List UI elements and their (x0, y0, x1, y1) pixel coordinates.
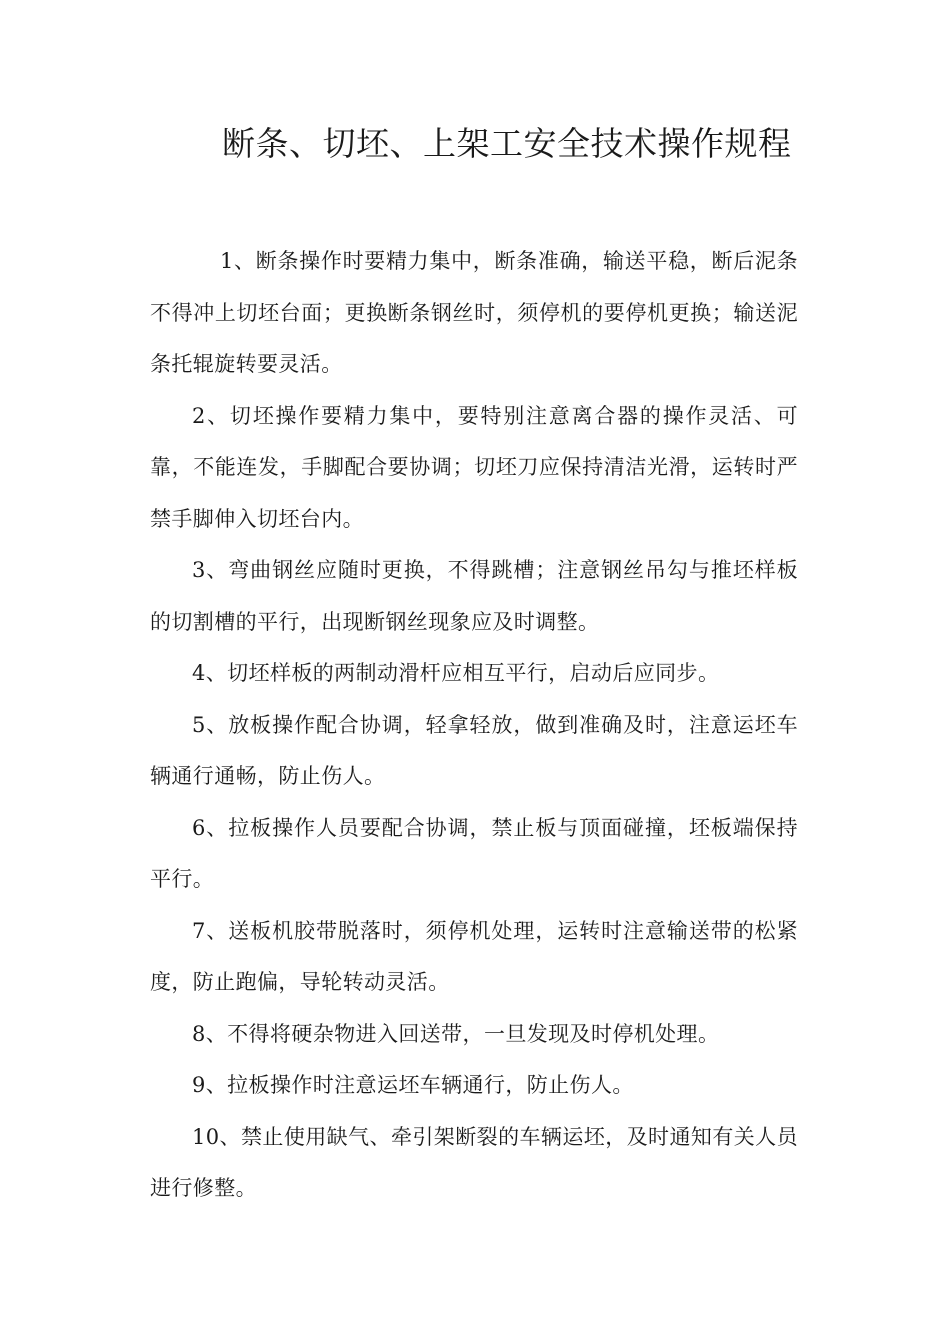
document-body (150, 236, 798, 1215)
rule-paragraph-3: 3、弯曲钢丝应随时更换，不得跳槽；注意钢丝吊勾与推坯样板的切割槽的平行，出现断钢丝现象应及时调整。 (150, 558, 798, 634)
rule-paragraph-7: 7、送板机胶带脱落时，须停机处理，运转时注意输送带的松紧度，防止跑偏，导轮转动灵活。 (150, 918, 798, 994)
rule-paragraph-10: 10、禁止使用缺气、牵引架断裂的车辆运坯，及时通知有关人员进行修整。 (150, 1124, 798, 1200)
rule-paragraph-5: 5、放板操作配合协调，轻拿轻放，做到准确及时，注意运坯车辆通行通畅，防止伤人。 (150, 712, 798, 788)
rule-paragraph-4: 4、切坯样板的两制动滑杆应相互平行，启动后应同步。 (192, 661, 720, 685)
document-title: 断条、切坯、上架工安全技术操作规程 (222, 124, 792, 163)
rule-paragraph-9: 9、拉板操作时注意运坯车辆通行，防止伤人。 (192, 1073, 634, 1097)
rule-paragraph-8: 8、不得将硬杂物进入回送带，一旦发现及时停机处理。 (192, 1021, 720, 1046)
rule-paragraph-1: 1、断条操作时要精力集中，断条准确，输送平稳，断后泥条不得冲上切坯台面；更换断条钢丝时，须停机的要停机更换；输送泥条托辊旋转要灵活。 (150, 249, 798, 376)
rule-paragraph-6: 6、拉板操作人员要配合协调，禁止板与顶面碰撞，坯板端保持平行。 (150, 815, 798, 891)
rule-paragraph-2: 2、切坯操作要精力集中，要特别注意离合器的操作灵活、可靠，不能连发，手脚配合要协调；切坯刀应保持清洁光滑，运转时严禁手脚伸入切坯台内。 (150, 403, 798, 531)
